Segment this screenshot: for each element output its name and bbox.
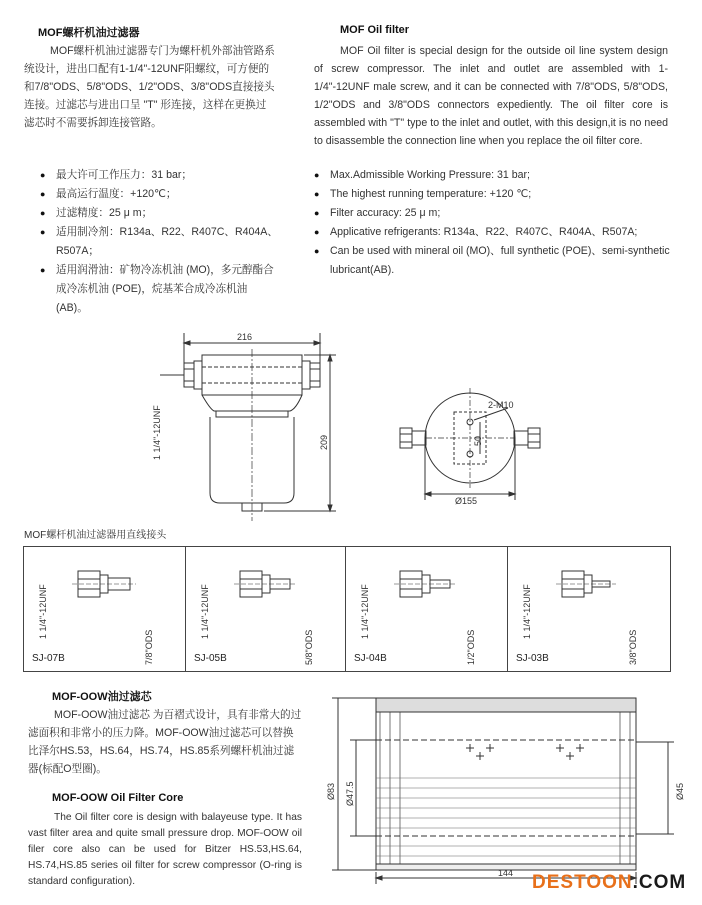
- oow-cn-title: MOF-OOW油过滤芯: [52, 691, 152, 703]
- fitting-ods-label: 5/8"ODS: [304, 629, 314, 665]
- fitting-code: SJ-04B: [354, 653, 387, 664]
- fitting-code: SJ-05B: [194, 653, 227, 664]
- dim-height-label: 209: [319, 434, 329, 450]
- mof-cn-title: MOF螺杆机油过滤器: [38, 27, 140, 39]
- dim-core-inner-label: Ø47.5: [345, 781, 355, 806]
- fittings-caption: MOF螺杆机油过滤器用直线接头: [24, 530, 167, 541]
- dim-width-label: 216: [237, 332, 253, 342]
- filter-core-drawing: [320, 688, 692, 888]
- mof-en-spec-item: ● Filter accuracy: 25 μ m;: [312, 204, 672, 223]
- fitting-thread-label: 1 1/4"-12UNF: [200, 584, 210, 639]
- dim-spacing-label: 50: [473, 435, 483, 446]
- mof-cn-paragraph: MOF螺杆机油过滤器专门为螺杆机外部油管路系统设计，进出口配有1-1/4"-12UNF阳螺纹，可方便的和7/8"ODS、5/8"ODS、1/2"ODS、3/8"ODS直接接头连接。过滤芯与进出口呈 "T" 形连接，这样在更换过滤芯时不需要拆卸连接管路。: [24, 45, 275, 129]
- mof-cn-spec-item: ● 适用润滑油：矿物冷冻机油 (MO)，多元醇酯合成冷冻机油 (POE)，烷基苯合成冷冻机油 (AB)。: [38, 261, 278, 318]
- fitting-thread-label: 1 1/4"-12UNF: [522, 584, 532, 639]
- dim-thread-label: 1 1/4"-12UNF: [152, 405, 162, 460]
- dim-core-outer-label: Ø83: [326, 782, 336, 800]
- oow-en-paragraph: The Oil filter core is design with balayeuse type. It has vast filter area and quite small pressure drop. MOF-OOW oil filer core also can be used for Bitzer HS.53,HS.64, HS.74,HS.85 series oil filter for screw compressor (O-ring is standard configuration).: [28, 812, 302, 887]
- fitting-code: SJ-03B: [516, 653, 549, 664]
- oow-en-title: MOF-OOW Oil Filter Core: [52, 792, 184, 804]
- dim-bolt-label: 2-M10: [488, 400, 514, 410]
- dim-core-right-label: Ø45: [675, 782, 685, 800]
- mof-en-title: MOF Oil filter: [340, 24, 410, 36]
- fitting-thread-label: 1 1/4"-12UNF: [360, 584, 370, 639]
- fitting-ods-label: 7/8"ODS: [144, 629, 154, 665]
- watermark-part1: DESTOON: [532, 872, 633, 893]
- fitting-card-sj05b: [185, 546, 347, 672]
- fitting-drawing: [226, 561, 306, 661]
- oow-cn-paragraph: MOF-OOW油过滤芯 为百褶式设计，具有非常大的过滤面积和非常小的压力降。MOF-OOW油过滤芯可以替换比泽尔HS.53，HS.64，HS.74，HS.85系列螺杆机油过滤器(标配O型圈)。: [28, 709, 302, 775]
- fitting-card-sj03b: [507, 546, 671, 672]
- mof-cn-spec-item: ● 适用制冷剂：R134a、R22、R407C、R404A、R507A；: [38, 223, 278, 261]
- fitting-code: SJ-07B: [32, 653, 65, 664]
- fitting-drawing: [386, 561, 466, 661]
- mof-en-paragraph: MOF Oil filter is special design for the outside oil line system design of screw compressor. The inlet and outlet are assembled with 1-1/4"-12UNF male screw, and it can be connected with 7/8"ODS, 5/8"ODS, 1/2"ODS and 3/8"ODS connectors expediently. The oil filter core is assembled with "T" type to the inlet and outlet, with this design,it is no need to disassemble the connection line when you replace the oil filter core.: [314, 45, 668, 147]
- mof-cn-spec-item: ● 最高运行温度：+120℃；: [38, 185, 278, 204]
- fitting-card-sj04b: [345, 546, 509, 672]
- watermark-logo: [532, 872, 686, 894]
- watermark-part2: .COM: [632, 872, 687, 893]
- filter-front-view-drawing: [140, 325, 360, 525]
- mof-en-spec-item: ● Applicative refrigerants: R134a、R22、R407C、R404A、R507A;: [312, 223, 672, 242]
- mof-cn-spec-item: ● 过滤精度：25 μ m；: [38, 204, 278, 223]
- mof-en-spec-list: [312, 166, 672, 280]
- mof-en-spec-item: ● Can be used with mineral oil (MO)、full synthetic (POE)、semi-synthetic lubricant(AB).: [312, 242, 672, 280]
- fitting-drawing: [548, 561, 628, 661]
- mof-cn-spec-item: ● 最大许可工作压力：31 bar；: [38, 166, 278, 185]
- filter-top-view-drawing: [390, 378, 550, 508]
- mof-en-spec-item: ● Max.Admissible Working Pressure: 31 bar;: [312, 166, 672, 185]
- dim-diameter-label: Ø155: [455, 496, 478, 506]
- fitting-ods-label: 3/8"ODS: [628, 629, 638, 665]
- mof-en-spec-item: ● The highest running temperature: +120 ℃;: [312, 185, 672, 204]
- mof-cn-spec-list: [38, 166, 278, 318]
- fitting-ods-label: 1/2"ODS: [466, 629, 476, 665]
- dim-core-length-label: 144: [498, 868, 514, 878]
- fitting-drawing: [64, 561, 144, 661]
- fitting-card-sj07b: [23, 546, 187, 672]
- fitting-thread-label: 1 1/4"-12UNF: [38, 584, 48, 639]
